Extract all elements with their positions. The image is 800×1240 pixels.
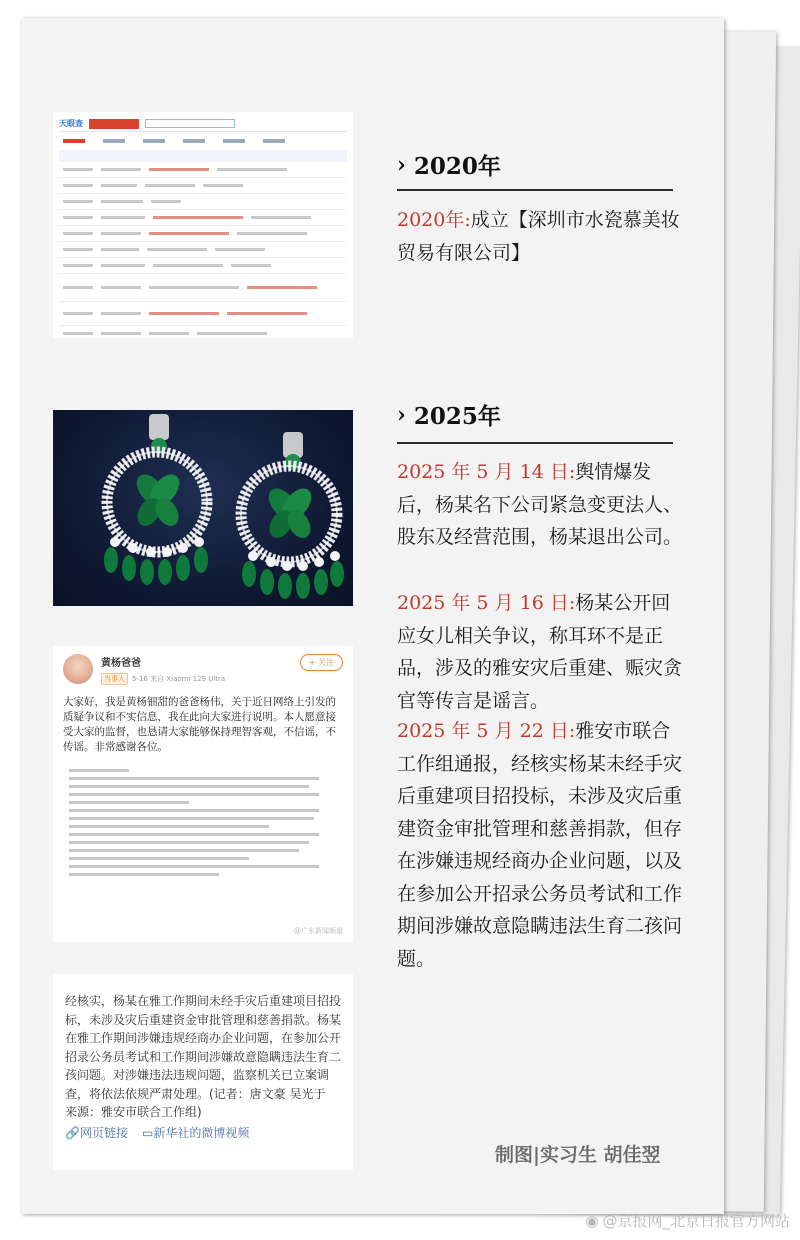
entry-text: 舆情爆发后，杨某名下公司紧急变更法人、股东及经营范围，杨某退出公司。: [397, 461, 683, 548]
party-badge: 当事人: [101, 673, 128, 685]
post-author-name: 黄杨爸爸: [101, 658, 141, 669]
tianyancha-logo: 天眼查: [59, 119, 83, 128]
source-text: @京报网_北京日报官方网站: [602, 1212, 790, 1230]
entry-date: 2025 年 5 月 22 日:: [397, 720, 576, 742]
entry-text: 杨某公开回应女儿相关争议，称耳环不是正品，涉及的雅安灾后重建、赈灾贪官等传言是谣言。: [397, 592, 683, 712]
xinhua-report-text: 经核实，杨某在雅工作期间未经手灾后重建项目招投标，未涉及灾后重建资金审批管理和慈善捐款。杨某在雅工作期间涉嫌违规经商办企业问题，在参加公开招录公务员考试和工作期间涉嫌故意隐瞒违法生育二孩问题。对涉嫌违法违规问题，监察机关已立案调查，将依法依规严肃处理。(记者：唐文豪 吴光于 来源：雅安市联合工作组): [65, 994, 342, 1119]
table-header: [59, 150, 347, 162]
section-year: 2025年: [413, 403, 501, 430]
search-box: [145, 119, 235, 128]
red-tag: [89, 119, 139, 129]
section-divider: [397, 442, 673, 444]
chevron-right-icon: ›: [397, 401, 406, 428]
avatar: [63, 654, 93, 684]
earrings-illustration: [53, 410, 353, 606]
video-icon: ▭: [141, 1125, 154, 1140]
weibo-post-screenshot: [53, 646, 353, 942]
entry-date: 2025 年 5 月 16 日:: [397, 592, 576, 614]
timeline-entry: [397, 204, 687, 269]
timeline-entry: [397, 456, 687, 554]
entry-date: 2025 年 5 月 14 日:: [397, 461, 576, 483]
graphic-credit: 制图|实习生 胡佳翌: [495, 1144, 661, 1166]
timeline-entry: [397, 587, 687, 717]
xinhua-report-screenshot: [53, 974, 353, 1170]
table-row: [59, 194, 347, 210]
weibo-icon: ◉: [585, 1211, 599, 1230]
table-row: [59, 178, 347, 194]
entry-text: 雅安市联合工作组通报，经核实杨某未经手灾后重建项目招投标，未涉及灾后重建资金审批管理和慈善捐款，但存在涉嫌违规经商办企业问题，以及在参加公开招录公务员考试和工作期间涉嫌故意隐瞒违法生育二孩问题。: [397, 720, 683, 970]
left-earring: [104, 414, 208, 585]
follow-button[interactable]: + 关注: [300, 654, 343, 671]
statement-letter-image: [63, 765, 343, 885]
table-row: [59, 274, 347, 302]
section-year: 2020年: [413, 153, 501, 180]
section-divider: [397, 189, 673, 191]
entry-date: 2020年:: [397, 209, 471, 231]
table-row: [59, 258, 347, 274]
post-meta: 5-16 来自 Xiaomi 12S Ultra: [132, 675, 226, 683]
web-link[interactable]: 🔗网页链接: [65, 1125, 128, 1140]
video-link[interactable]: ▭新华社的微博视频: [141, 1125, 250, 1140]
screenshot-nav: [59, 135, 347, 147]
source-watermark: [585, 1210, 790, 1231]
table-row: [59, 242, 347, 258]
table-row: [59, 302, 347, 326]
table-row: [59, 226, 347, 242]
table-row: [59, 210, 347, 226]
section-2020-heading: [397, 148, 673, 181]
table-row: [59, 162, 347, 178]
table-row: [59, 326, 347, 338]
post-text: 大家好，我是黄杨钿甜的爸爸杨伟，关于近日网络上引发的质疑争议和不实信息，我在此向大家进行说明。本人愿意接受大家的监督，也恳请大家能够保持理智客观，不信谣，不传谣。非常感谢各位。: [63, 696, 336, 753]
company-record-screenshot: [53, 112, 353, 338]
earrings-photo: [53, 410, 353, 606]
timeline-entry: [397, 715, 687, 975]
section-2025-heading: [397, 398, 673, 431]
right-earring: [241, 432, 344, 599]
chevron-right-icon: ›: [397, 151, 406, 178]
post-watermark: @广东新闻频道: [294, 927, 343, 935]
entry-text: 成立【深圳市水瓷慕美妆贸易有限公司】: [397, 209, 680, 264]
link-icon: 🔗: [65, 1125, 80, 1140]
